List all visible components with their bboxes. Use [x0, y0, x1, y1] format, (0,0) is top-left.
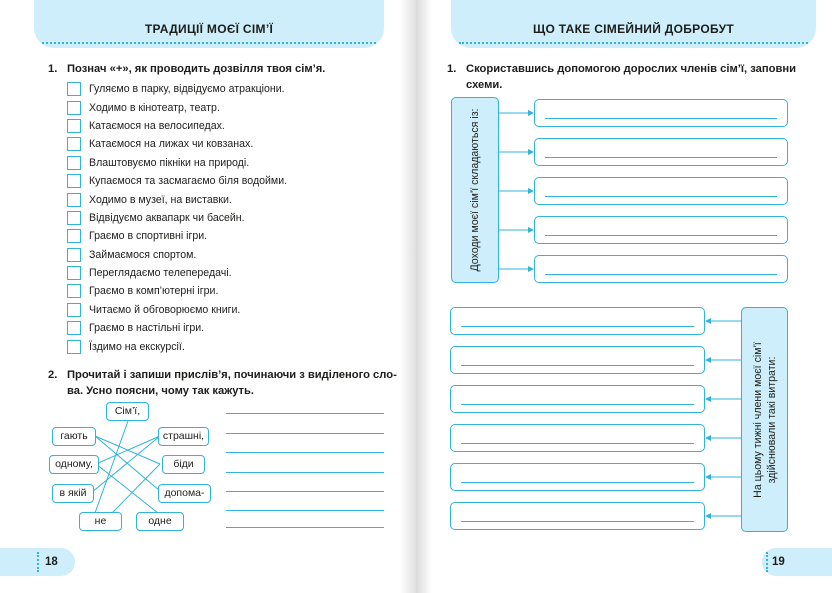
word-dopoma: допома- [158, 484, 211, 503]
page-number: 18 [45, 556, 58, 568]
word-odnomu: одному, [49, 455, 99, 474]
task-number: 2. [48, 369, 58, 381]
word-bidy: біди [162, 455, 205, 474]
answer-line[interactable] [226, 433, 384, 434]
checklist-item-label: Читаємо й обговорюємо книги. [89, 303, 241, 316]
checklist-item-label: Переглядаємо телепередачі. [89, 267, 232, 280]
task-text: Познач «+», як проводить дозвілля твоя сім’я. [67, 63, 326, 75]
page-number-badge [762, 548, 832, 576]
arrow-left-icon [705, 435, 741, 441]
task-text-line-2: схеми. [466, 79, 503, 91]
checklist-item-label: Граємо в спортивні ігри. [89, 230, 208, 243]
arrow-right-icon [499, 188, 534, 194]
left-header-title: ТРАДИЦІЇ МОЄЇ СІМ’Ї [144, 22, 274, 36]
answer-line[interactable] [226, 510, 384, 511]
answer-line[interactable] [226, 452, 384, 453]
checklist-item-label: Катаємося на лижах чи ковзанах. [89, 138, 254, 151]
page-number-badge [0, 548, 75, 576]
scheme-arrows [416, 0, 832, 593]
answer-line[interactable] [226, 413, 384, 414]
expenses-label-line-1: На цьому тижні члени моєї сім’ї [751, 341, 764, 498]
arrow-right-icon [499, 110, 534, 116]
arrow-left-icon [705, 513, 741, 519]
answer-line[interactable] [226, 491, 384, 492]
word-v-yakii: в якій [52, 484, 94, 503]
expenses-label-line-2: здійснювали такі витрати: [765, 356, 778, 483]
task-text-line-2: ва. Усно поясни, чому так кажуть. [67, 385, 255, 397]
answer-line[interactable] [226, 527, 384, 528]
arrow-right-icon [499, 266, 534, 272]
checklist-item-label: Їздимо на екскурсії. [89, 340, 185, 353]
checklist-item-label: Відвідуємо аквапарк чи басейн. [89, 211, 245, 224]
page-number: 19 [772, 556, 785, 568]
task-number: 1. [447, 63, 457, 75]
word-ne: не [79, 512, 122, 531]
checklist-item-label: Займаємося спортом. [89, 248, 197, 261]
task-text-line-1: Скориставшись допомогою дорослих членів сім’ї, заповни [466, 63, 796, 75]
checklist-item-label: Ходимо в музеї, на виставки. [89, 193, 232, 206]
task-text-line-1: Прочитай і запиши прислів’я, починаючи з виділеного сло- [67, 369, 397, 381]
checklist-item-label: Гуляємо в парку, відвідуємо атракціони. [89, 83, 285, 96]
checklist-item-label: Купаємося та засмагаємо біля водойми. [89, 175, 288, 188]
task-number: 1. [48, 63, 58, 75]
checklist-item-label: Граємо в настільні ігри. [89, 322, 205, 335]
right-header-title: ЩО ТАКЕ СІМЕЙНИЙ ДОБРОБУТ [533, 22, 734, 36]
arrow-right-icon [499, 227, 534, 233]
arrow-left-icon [705, 318, 741, 324]
word-odne: одне [136, 512, 184, 531]
word-strashni: страшні, [158, 427, 209, 446]
arrow-left-icon [705, 357, 741, 363]
checklist-item-label: Влаштовуємо пікніки на природі. [89, 156, 250, 169]
income-scheme-label: Доходи моєї сім’ї складаються із: [469, 108, 481, 272]
arrow-left-icon [705, 396, 741, 402]
right-page [416, 0, 832, 593]
word-haiut: гають [52, 427, 96, 446]
arrow-left-icon [705, 474, 741, 480]
checklist-item-label: Граємо в комп’ютерні ігри. [89, 285, 219, 298]
answer-line[interactable] [226, 472, 384, 473]
word-simi-highlighted: Сім’ї, [106, 402, 149, 421]
arrow-right-icon [499, 149, 534, 155]
checklist-item-label: Катаємося на велосипедах. [89, 119, 225, 132]
checklist-item-label: Ходимо в кінотеатр, театр. [89, 101, 220, 114]
